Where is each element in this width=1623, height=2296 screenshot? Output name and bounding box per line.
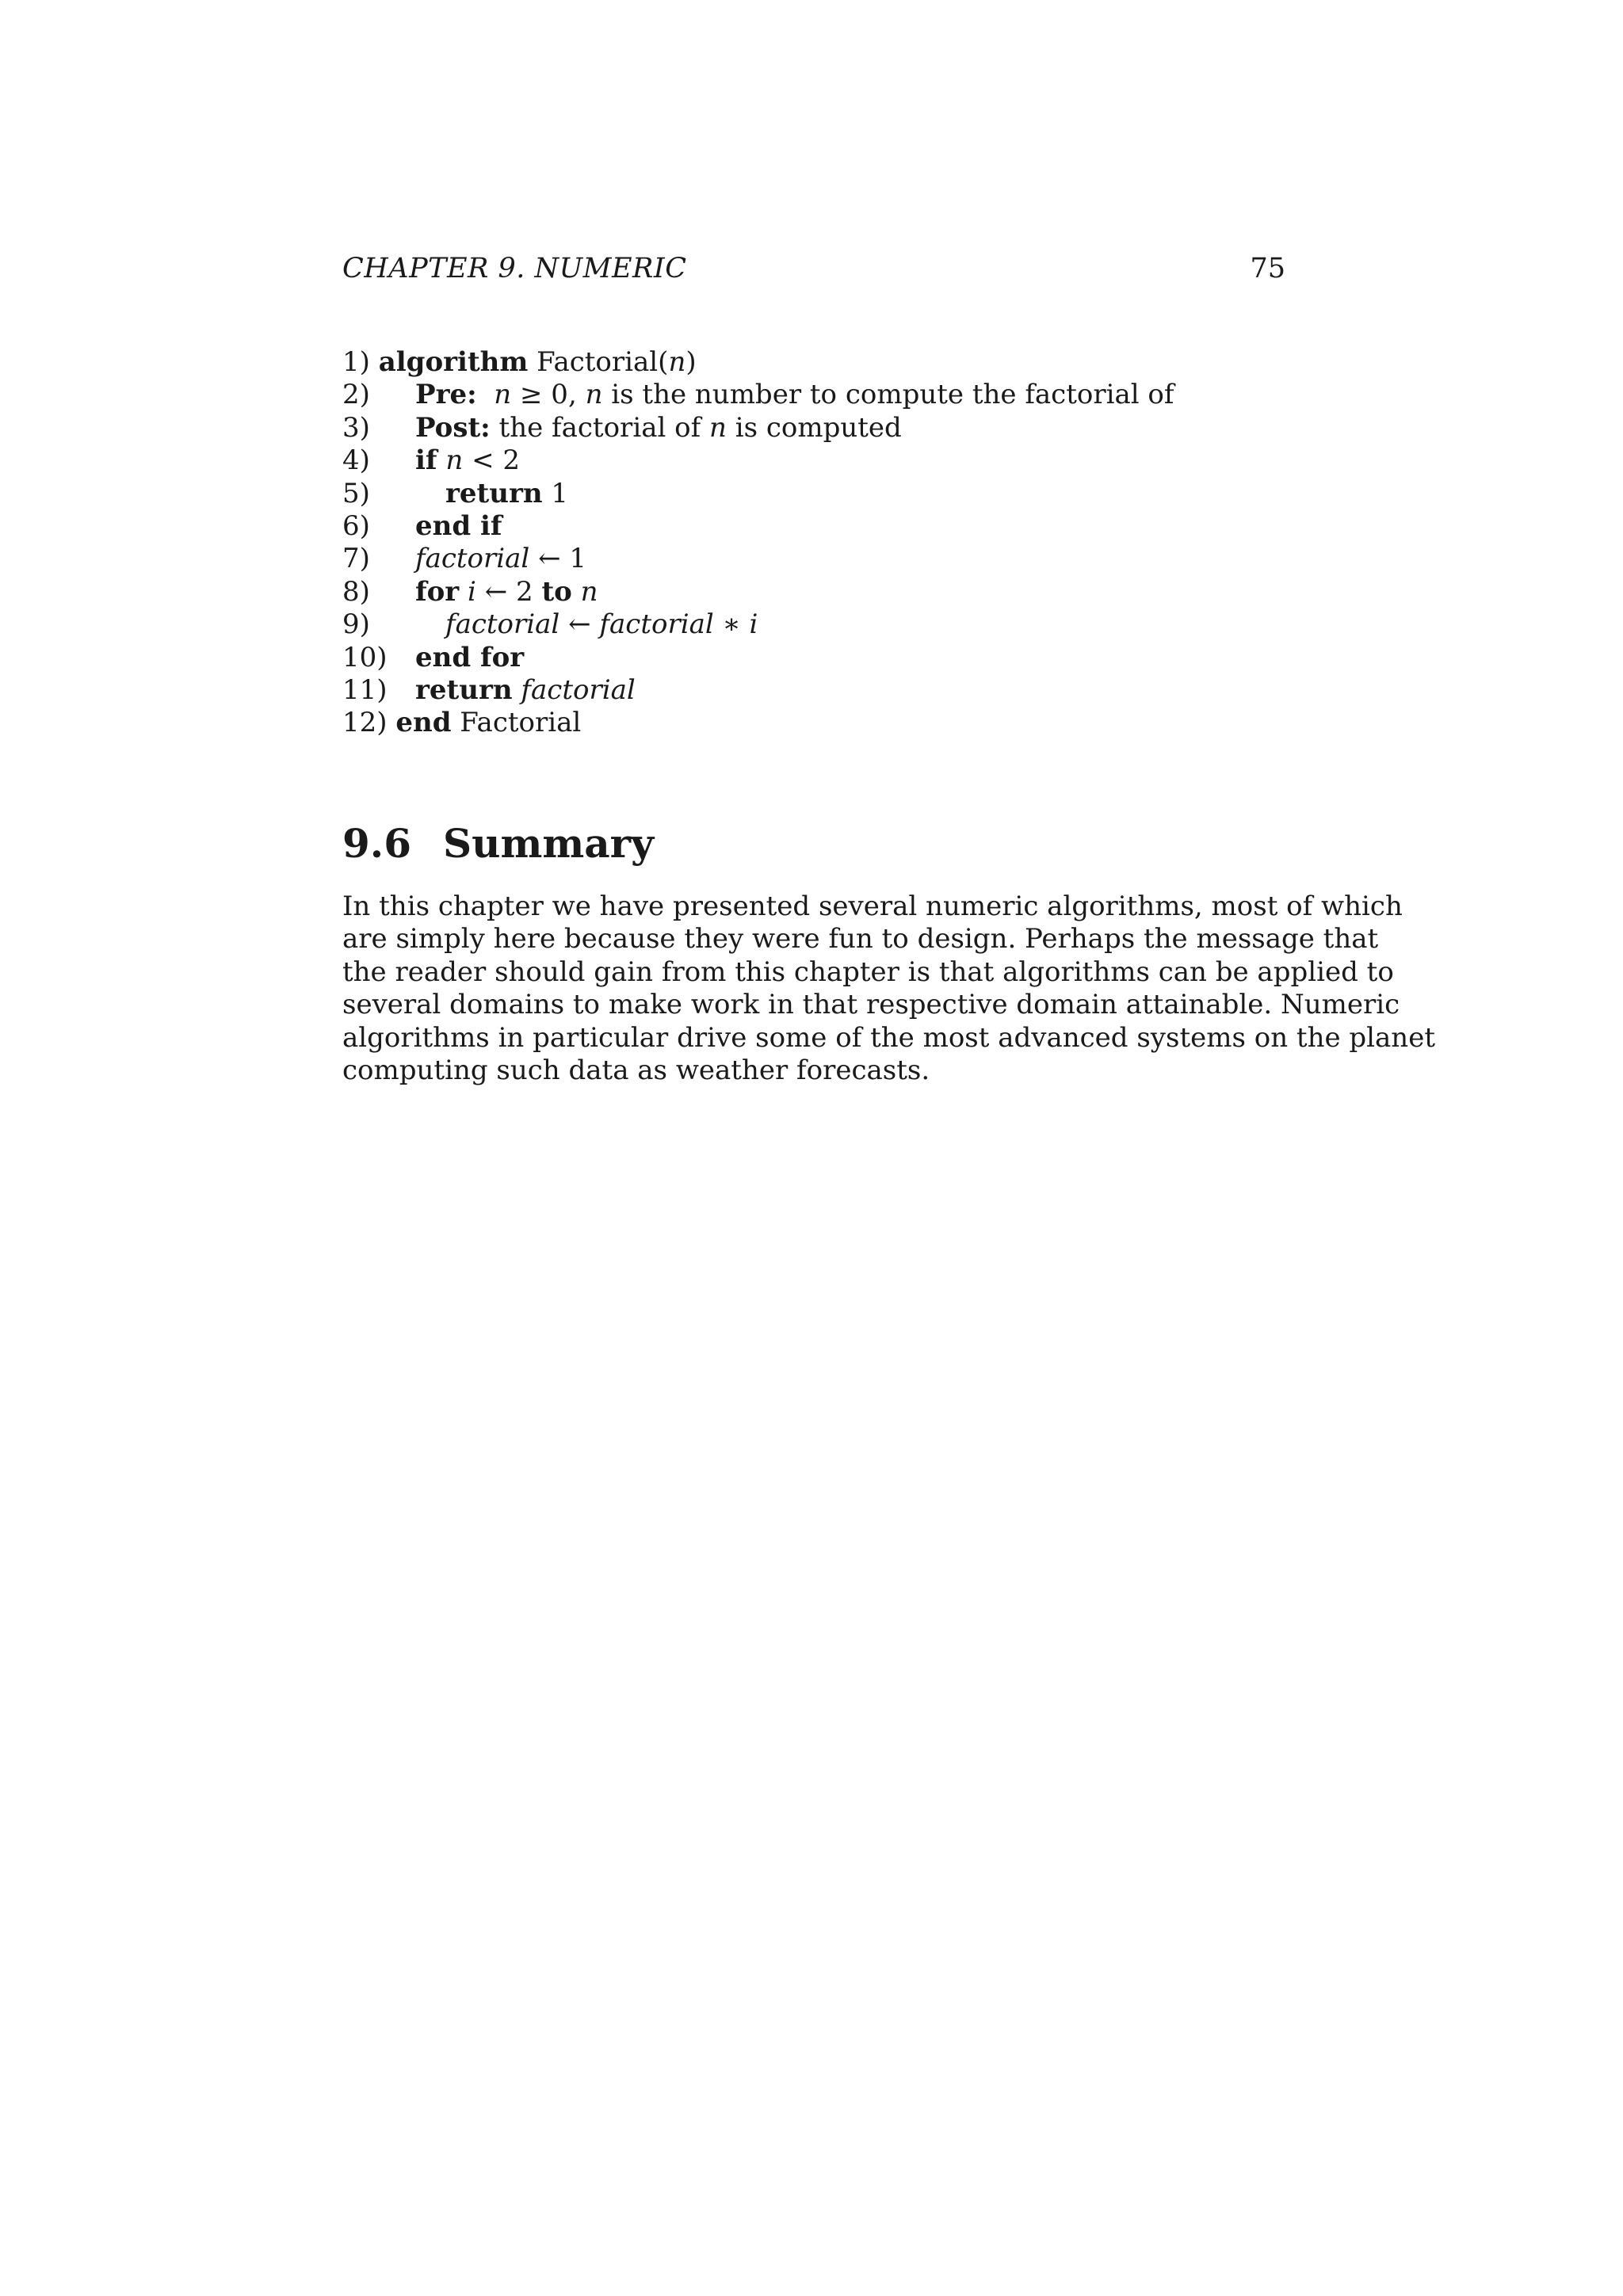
algorithm-line [342,608,1285,641]
code-text: ← 2 [475,575,542,608]
algorithm-line [342,707,1285,739]
algorithm-line [342,444,1285,477]
line-number: 8) [342,575,370,608]
line-code [415,543,586,575]
algorithm-line [342,510,1285,543]
code-text: ← [559,608,600,641]
line-code [445,608,758,641]
algorithm-line [342,576,1285,608]
keyword: end for [415,641,525,673]
math-variable: factorial [445,608,560,641]
line-number: 4) [342,444,370,477]
line-number: 11) [342,673,388,706]
line-number: 6) [342,509,370,542]
math-variable: n [494,379,512,411]
line-number: 9) [342,608,370,641]
line-number: 5) [342,477,370,509]
algorithm-line [342,478,1285,510]
code-text: is the number to compute the factorial of [602,379,1174,411]
page-number: 75 [1250,253,1285,284]
line-code [445,478,568,510]
math-variable: n [668,346,686,378]
summary-line: computing such data as weather forecasts. [342,1054,930,1086]
line-code [415,412,902,444]
math-variable: n [585,379,603,411]
page-header [342,249,1285,288]
algorithm-line [342,346,1285,379]
line-number: 3) [342,411,370,444]
code-text [513,674,521,706]
keyword: Pre: [415,379,477,411]
code-text [572,576,581,608]
summary-line: In this chapter we have presented several numeric algorithms, most of which [342,891,1403,922]
line-code [415,642,524,674]
keyword: end if [415,509,502,542]
code-text [437,444,446,476]
line-number: 2) [342,379,370,411]
running-head: CHAPTER 9. NUMERIC [342,253,687,284]
code-text [477,379,495,410]
section-number: 9.6 [342,820,411,867]
code-text: 1 [542,477,569,509]
line-code [395,707,581,738]
code-text: Factorial( [528,346,669,378]
code-text: the factorial of [490,411,710,444]
summary-line: are simply here because they were fun to design. Perhaps the message that [342,923,1379,955]
keyword: return [445,477,543,509]
summary-line: the reader should gain from this chapter is that algorithms can be applied to [342,955,1394,988]
line-number: 10) [342,641,388,673]
keyword: for [415,575,460,608]
line-number: 7) [342,543,370,575]
summary-line: several domains to make work in that respective domain attainable. Numeric [342,989,1400,1021]
line-code [415,674,636,707]
line-number: 12) [342,707,388,739]
algorithm-line [342,379,1285,411]
line-code [379,346,697,378]
keyword: to [541,575,572,608]
line-code [415,444,520,477]
line-code [415,510,502,543]
keyword: Post: [415,411,491,444]
line-code [415,379,1174,411]
line-number: 1) [342,346,370,378]
code-text: ← 1 [529,543,587,575]
section-title: Summary [443,820,655,867]
keyword: if [415,444,437,477]
keyword: algorithm [378,346,529,378]
code-text: is computed [726,411,902,444]
line-code [415,576,598,608]
code-text: < 2 [463,444,521,477]
algorithm-listing [342,346,1285,740]
math-variable: factorial [599,608,714,641]
code-text: ≥ 0, [511,379,586,411]
math-variable: n [580,575,598,608]
code-text: Factorial [451,707,582,739]
code-text: ) [685,346,697,378]
code-text [459,576,468,608]
math-variable: factorial [415,543,530,575]
summary-line: algorithms in particular drive some of the most advanced systems on the planet [342,1021,1435,1054]
algorithm-line [342,642,1285,674]
math-variable: i [468,575,476,608]
summary-paragraph [342,891,1435,1087]
algorithm-line [342,543,1285,575]
algorithm-line [342,412,1285,444]
section-heading [342,818,654,870]
keyword: return [415,673,513,706]
math-variable: n [709,411,727,444]
code-text: ∗ [713,608,750,641]
math-variable: i [749,608,758,641]
math-variable: factorial [521,673,636,706]
algorithm-line [342,674,1285,707]
math-variable: n [445,444,464,477]
keyword: end [395,707,452,739]
